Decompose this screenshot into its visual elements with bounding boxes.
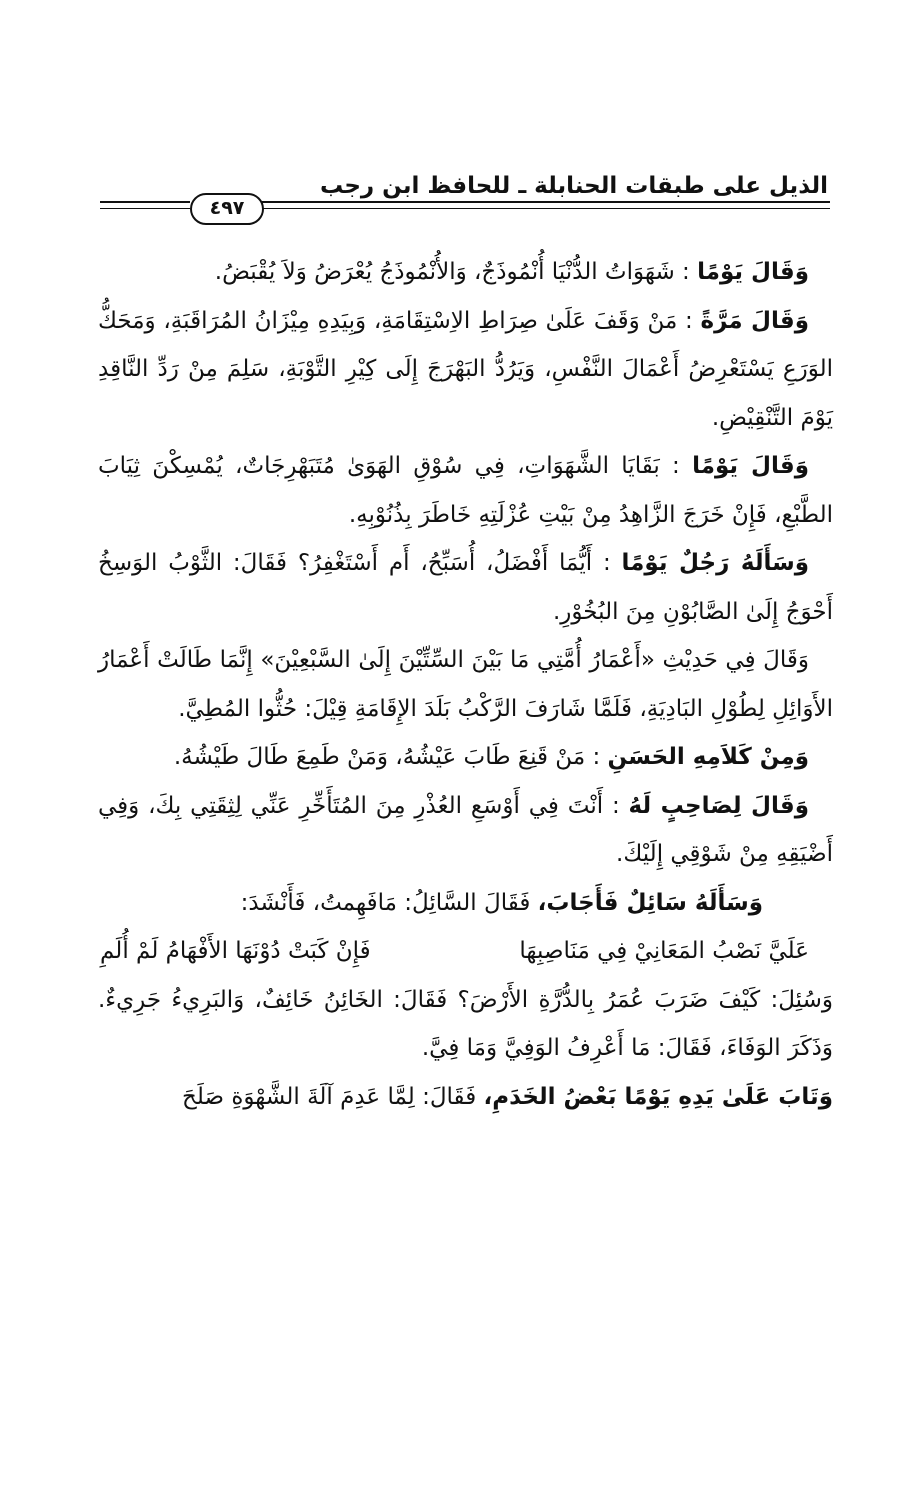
paragraph-text: : مَنْ قَنِعَ طَابَ عَيْشُهُ، وَمَنْ طَمِعَ طَالَ طَيْشُهُ.	[173, 744, 601, 770]
verse-second-hemistich: فَإِنْ كَبَتْ دُوْنَهَا الأَفْهَامُ لَمْ أُلَمِ	[100, 938, 371, 964]
paragraph-text: وَسُئِلَ: كَيْفَ ضَرَبَ عُمَرُ بِالدُّرَّةِ الأَرْضَ؟ فَقَالَ: الخَائِنُ خَائِفٌ، وَالبَرِيءُ جَرِيءٌ. وَذَكَرَ الوَفَاءَ، فَقَالَ: مَا أَعْرِفُ الوَفِيَّ وَمَا فِيَّ.	[98, 986, 833, 1061]
paragraph-lead: وَسَأَلَهُ رَجُلٌ يَوْمًا	[621, 550, 810, 576]
paragraph-text: : شَهَوَاتُ الدُّنْيَا أُنْمُوذَجٌ، وَالأُنْمُوذَجُ يُعْرَضُ وَلاَ يُقْبَضُ.	[214, 259, 690, 285]
paragraph-lead: وَقَالَ لِصَاحِبٍ لَهُ	[628, 792, 809, 819]
rule-left-top	[100, 201, 190, 203]
page-number: ٤٩٧	[190, 193, 264, 225]
paragraph-text: : أَيُّمَا أَفْضَلُ، أُسَبِّحُ، أَم أَسْتَغْفِرُ؟ فَقَالَ: الثَّوْبُ الوَسِخُ أَحْوَجُ إِلَىٰ الصَّابُوْنِ مِنَ البُخُوْرِ.	[98, 550, 833, 625]
paragraph-lead: وَسَأَلَهُ سَائِلٌ فَأَجَابَ،	[537, 889, 763, 916]
paragraph	[98, 782, 833, 879]
paragraph	[98, 297, 833, 443]
paragraph-text: : مَنْ وَقَفَ عَلَىٰ صِرَاطِ الاِسْتِقَامَةِ، وَبِيَدِهِ مِيْزَانُ المُرَاقَبَةِ، وَمَحَكُّ الوَرَعِ يَسْتَعْرِضُ أَعْمَالَ النَّفْسِ، وَيَرُدُّ البَهْرَجَ إِلَى كِيْرِ التَّوْبَةِ، سَلِمَ مِنْ رَدِّ النَّاقِدِ يَوْمَ التَّنْقِيْضِ.	[98, 307, 833, 431]
paragraph	[98, 733, 833, 782]
paragraph-text: : أَنْتَ فِي أَوْسَعِ العُذْرِ مِنَ المُتَأَخِّرِ عَنِّي لِثِقَتِي بِكَ، وَفِي أَضْيَقِهِ مِنْ شَوْقِي إِلَيْكَ.	[98, 792, 833, 867]
paragraph	[98, 539, 833, 636]
header-rule	[100, 193, 830, 223]
paragraph-lead: وَقَالَ يَوْمًا	[697, 259, 809, 285]
rule-left-bottom	[100, 208, 190, 209]
rule-right-bottom	[260, 208, 830, 209]
rule-right-top	[260, 201, 830, 203]
verse-first-hemistich: عَلَيَّ نَصْبُ المَعَانِيْ فِي مَنَاصِبِهَا	[519, 938, 809, 964]
paragraph	[98, 879, 833, 928]
paragraph-lead: وَتَابَ عَلَىٰ يَدِهِ يَوْمًا بَعْضُ الخَدَمِ،	[483, 1083, 833, 1110]
paragraph-text: : بَقَايَا الشَّهَوَاتِ، فِي سُوْقِ الهَوَىٰ مُتَبَهْرِجَاتٌ، يُمْسِكْنَ ثِيَابَ الطَّبْعِ، فَإِنْ خَرَجَ الزَّاهِدُ مِنْ بَيْتِ عُزْلَتِهِ خَاطَرَ بِذُنُوْبِهِ.	[98, 453, 833, 528]
paragraph-text: وَقَالَ فِي حَدِيْثِ «أَعْمَارُ أُمَّتِي مَا بَيْنَ السِّتِّيْنَ إِلَىٰ السَّبْعِيْنَ» إِنَّمَا طَالَتْ أَعْمَارُ الأَوَائِلِ لِطُوْلِ البَادِيَةِ، فَلَمَّا شَارَفَ الرَّكْبُ بَلَدَ الإِقَامَةِ قِيْلَ: حُثُّوا المُطِيَّ.	[98, 647, 833, 722]
paragraph-text: فَقَالَ: لِمَّا عَدِمَ آلَةَ الشَّهْوَةِ صَلَحَ	[182, 1083, 477, 1110]
paragraph-lead: وَمِنْ كَلاَمِهِ الحَسَنِ	[607, 744, 809, 770]
paragraph	[98, 976, 833, 1073]
paragraph	[98, 442, 833, 539]
paragraph-text: فَقَالَ السَّائِلُ: مَافَهِمتُ، فَأَنْشَدَ:	[240, 889, 531, 916]
main-text	[98, 248, 833, 1121]
paragraph-lead: وَقَالَ يَوْمًا	[692, 453, 810, 479]
paragraph	[98, 1073, 833, 1122]
paragraph	[98, 636, 833, 733]
running-head: الذيل على طبقات الحنابلة ـ للحافظ ابن رجب	[319, 173, 828, 199]
paragraph-lead: وَقَالَ مَرَّةً	[700, 307, 809, 334]
poem-verse	[98, 927, 833, 976]
paragraph	[98, 248, 833, 297]
